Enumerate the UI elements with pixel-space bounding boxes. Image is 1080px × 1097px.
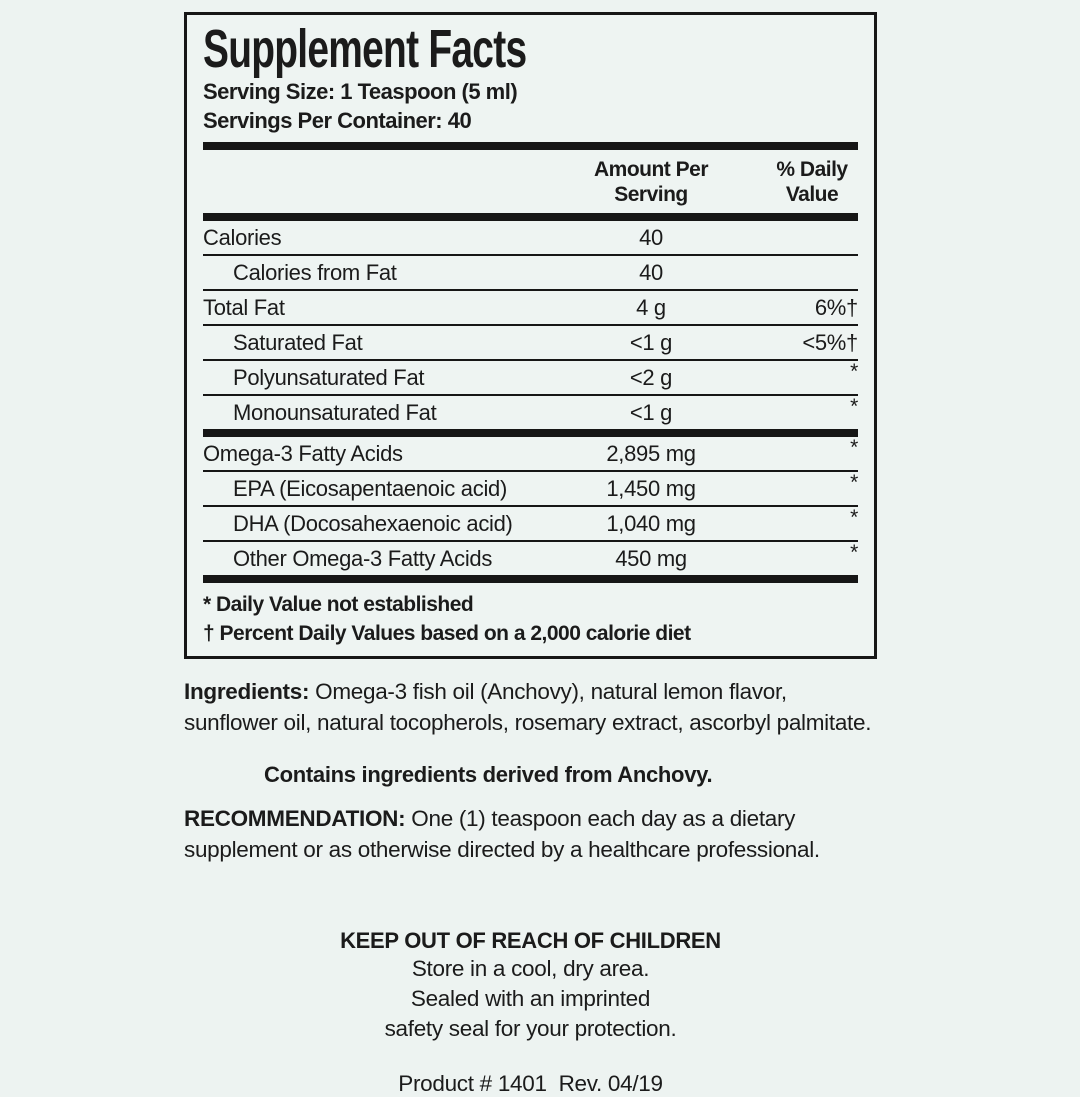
table-row	[203, 507, 858, 542]
nutrient-name: Total Fat	[203, 294, 285, 320]
nutrient-amount: 4 g	[636, 294, 666, 320]
facts-table-header	[203, 150, 858, 213]
table-row	[203, 396, 858, 429]
table-row	[203, 472, 858, 507]
nutrient-name: Polyunsaturated Fat	[233, 364, 425, 390]
nutrient-amount: <2 g	[629, 364, 673, 390]
footnote-asterisk: * Daily Value not established	[203, 593, 474, 616]
nutrient-amount: 450 mg	[615, 545, 687, 571]
keep-out-of-reach-heading: KEEP OUT OF REACH OF CHILDREN	[340, 928, 721, 953]
header-dv-line1: % Daily	[776, 158, 848, 181]
nutrient-amount: 40	[639, 259, 663, 285]
nutrient-daily-value: *	[850, 394, 858, 418]
nutrient-name: Omega-3 Fatty Acids	[203, 440, 403, 466]
seal-line-1: Sealed with an imprinted	[410, 986, 651, 1011]
table-row	[203, 437, 858, 472]
serving-size-line: Serving Size: 1 Teaspoon (5 ml)	[203, 79, 518, 104]
servings-per-container-line: Servings Per Container: 40	[203, 108, 472, 133]
table-row	[203, 291, 858, 326]
recommendation-label: RECOMMENDATION:	[184, 806, 406, 831]
nutrient-name: Calories	[203, 224, 282, 250]
nutrient-daily-value: 6%†	[814, 294, 858, 320]
nutrient-amount: 2,895 mg	[606, 440, 696, 466]
table-row	[203, 221, 858, 256]
seal-line-2: safety seal for your protection.	[384, 1016, 677, 1041]
contains-statement: Contains ingredients derived from Anchovy.	[264, 762, 713, 787]
table-row	[203, 256, 858, 291]
nutrient-name: Saturated Fat	[233, 329, 363, 355]
storage-line: Store in a cool, dry area.	[411, 956, 650, 981]
ingredients-paragraph	[184, 676, 877, 738]
panel-title: Supplement Facts	[203, 19, 527, 79]
recommendation-text: One (1) teaspoon each day as a dietary supplement or as otherwise directed by a healthcare professional.	[184, 806, 820, 862]
nutrient-daily-value: <5%†	[802, 329, 858, 355]
nutrient-amount: <1 g	[629, 399, 673, 425]
nutrient-name: EPA (Eicosapentaenoic acid)	[233, 475, 507, 501]
table-row	[203, 361, 858, 396]
section-divider-bar	[203, 213, 858, 221]
header-daily-value	[766, 157, 858, 207]
nutrient-daily-value: *	[850, 505, 858, 529]
section-divider-bar	[203, 575, 858, 583]
supplement-facts-panel	[184, 12, 877, 659]
nutrient-name: Other Omega-3 Fatty Acids	[233, 545, 493, 571]
header-amount-line1: Amount Per	[593, 158, 708, 181]
warnings-block	[184, 927, 877, 1044]
recommendation-paragraph	[184, 803, 877, 865]
product-number-line: Product # 1401 Rev. 04/19	[398, 1071, 663, 1096]
nutrient-daily-value: *	[850, 359, 858, 383]
nutrient-amount: 40	[639, 224, 663, 250]
nutrient-name: Calories from Fat	[233, 259, 397, 285]
header-dv-line2: Value	[785, 183, 839, 206]
nutrient-name: Monounsaturated Fat	[233, 399, 437, 425]
section-divider-bar	[203, 142, 858, 150]
footnote-dagger: † Percent Daily Values based on a 2,000 calorie diet	[203, 622, 691, 645]
facts-section	[203, 221, 858, 429]
header-amount-per-serving	[536, 157, 766, 207]
section-divider-bar	[203, 429, 858, 437]
footnotes-block	[203, 583, 858, 648]
nutrient-amount: <1 g	[629, 329, 673, 355]
header-amount-line2: Serving	[614, 183, 688, 206]
nutrient-daily-value: *	[850, 540, 858, 564]
table-row	[203, 326, 858, 361]
ingredients-text: Omega-3 fish oil (Anchovy), natural lemon flavor, sunflower oil, natural tocopherols, rosemary extract, ascorbyl palmitate.	[184, 679, 872, 735]
nutrient-name: DHA (Docosahexaenoic acid)	[233, 510, 513, 536]
nutrient-amount: 1,450 mg	[606, 475, 696, 501]
facts-section	[203, 437, 858, 575]
ingredients-label: Ingredients:	[184, 679, 310, 704]
nutrient-amount: 1,040 mg	[606, 510, 696, 536]
header-spacer	[203, 157, 536, 207]
nutrient-daily-value: *	[850, 470, 858, 494]
facts-table	[203, 221, 858, 583]
nutrient-daily-value: *	[850, 435, 858, 459]
label-content-column	[184, 12, 877, 1097]
table-row	[203, 542, 858, 575]
